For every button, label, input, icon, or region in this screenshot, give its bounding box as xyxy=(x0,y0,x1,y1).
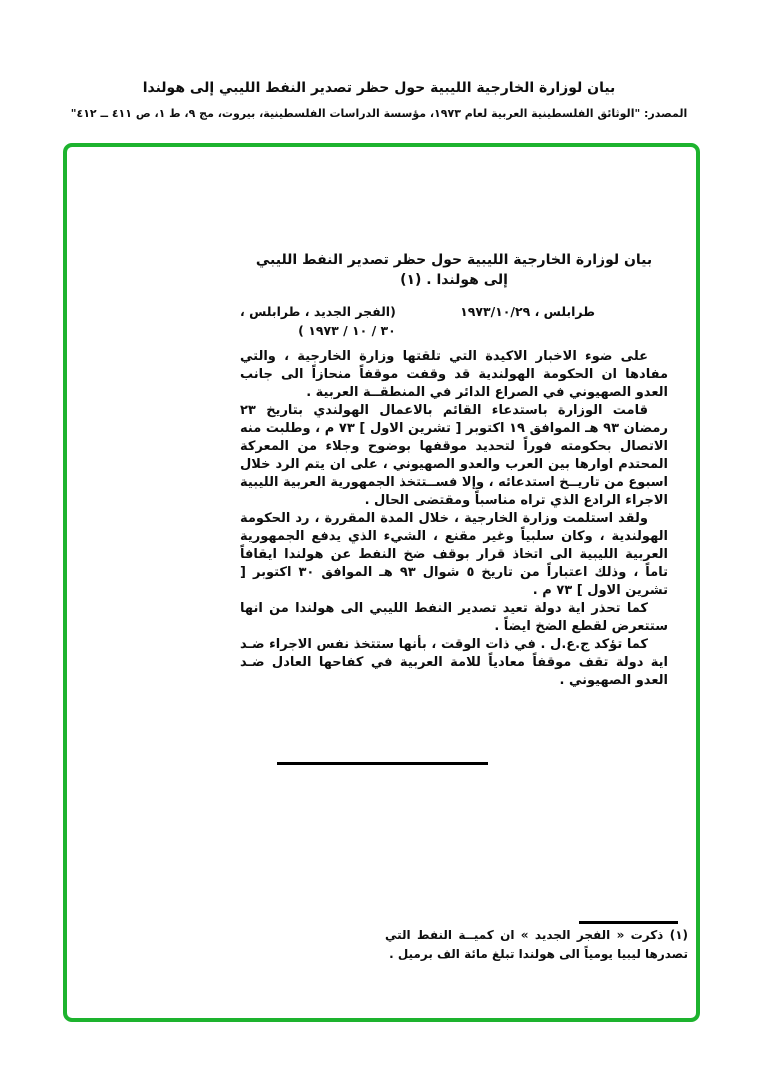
dateline xyxy=(240,302,668,340)
paragraph-3: ولقد استلمت وزارة الخارجية ، خلال المدة المقررة ، رد الحكومة الهولندية ، وكان سلبياً وغير مقنع ، الشيء الذي يدفع الجمهورية العربية الليبية الى اتخاذ قرار بوقف ضخ النفط عن هولندا ايقافاً تاماً ، وذلك اعتباراً من تاريخ ٥ شوال ٩٣ هـ الموافق ٣٠ اكتوبر [ تشرين الاول ] ٧٣ م . xyxy=(240,511,668,598)
paragraph-1: على ضوء الاخبار الاكيدة التي تلقتها وزارة الخارجية ، والتي مفادها ان الحكومة الهولندية قد وقفت موقفاً منحازاً الى جانب العدو الصهيوني في الصراع الدائر في المنطقــة العربية . xyxy=(240,349,668,400)
paragraph-4: كما تحذر اية دولة تعيد تصدير النفط الليبي الى هولندا من انها ستتعرض لقطع الضخ ايضاً . xyxy=(240,601,668,634)
document-title-line1: بيان لوزارة الخارجية الليبية حول حظر تصدير النفط الليبي xyxy=(255,252,653,268)
document-body xyxy=(240,250,668,690)
document-frame xyxy=(63,143,700,1022)
document-title-line2: إلى هولندا . (١) xyxy=(400,272,508,288)
footnote-separator-rule xyxy=(579,921,678,924)
dateline-place-date: طرابلس ، ١٩٧٣/١٠/٢٩ xyxy=(460,304,595,319)
dateline-citation-line1: (الفجر الجديد ، طرابلس ، xyxy=(240,304,396,319)
dateline-citation-line2: ٣٠ / ١٠ / ١٩٧٣ ) xyxy=(298,323,396,338)
page-header-title: بيان لوزارة الخارجية الليبية حول حظر تصدير النفط الليبي إلى هولندا xyxy=(142,80,616,96)
page-header-source: المصدر: "الوثائق الفلسطينية العربية لعام ١٩٧٣، مؤسسة الدراسات الفلسطينية، بيروت، مج ٩، ط ١، ص ٤١١ ــ ٤١٢" xyxy=(70,107,688,120)
document-title xyxy=(240,250,668,290)
footnote: (١) ذكرت « الفجر الجديد » ان كميــة النفط التي تصدرها ليبيا يومياً الى هولندا تبلغ مائة الف برميل . xyxy=(385,928,688,961)
paragraph-2: قامت الوزارة باستدعاء القائم بالاعمال الهولندي بتاريخ ٢٣ رمضان ٩٣ هـ الموافق ١٩ اكتوبر [ تشرين الاول ] ٧٣ م ، وطلبت منه الاتصال بحكومته فوراً لتحديد موقفها بوضوح وجلاء من المعركة المحتدم اوارها بين العرب والعدو الصهيوني ، على ان يتم الرد خلال اسبوع من تاريــخ استدعائه ، وإلا فســتتخذ الجمهورية العربية الليبية الاجراء الرادع الذي تراه مناسباً ومقتضى الحال . xyxy=(240,403,668,508)
section-divider-rule xyxy=(277,762,488,765)
dateline-citation xyxy=(240,302,396,340)
paragraph-5: كما تؤكد ج.ع.ل . في ذات الوقت ، بأنها ستتخذ نفس الاجراء ضـد اية دولة تقف موقفاً معادياً للامة العربية في كفاحها العادل ضـد العدو الصهيوني . xyxy=(240,637,668,688)
